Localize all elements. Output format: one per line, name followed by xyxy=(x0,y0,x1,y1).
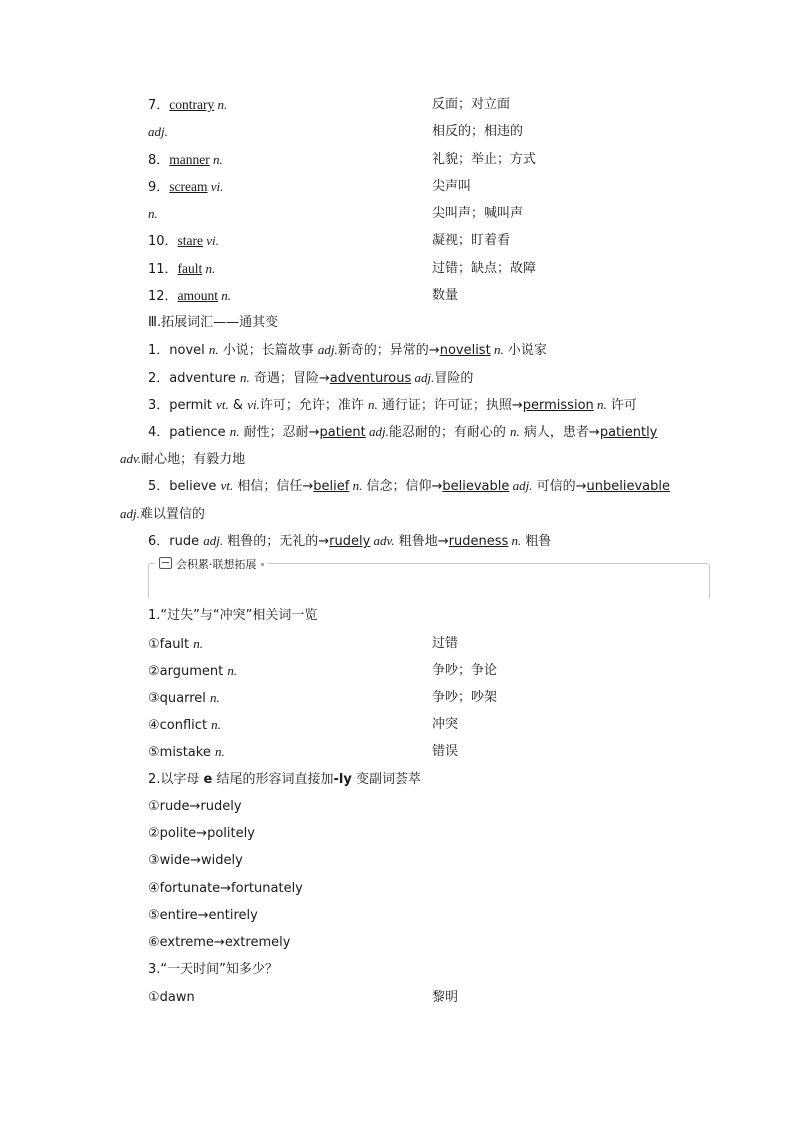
vocab-row-8: 8．manner n. xyxy=(148,152,223,168)
vocab-row-7: 7．contrary n. xyxy=(148,97,228,113)
group1-meaning: 过错 xyxy=(432,636,459,651)
group1-meaning: 争吵；争论 xyxy=(432,663,498,678)
vocab-row-11: 11．fault n. xyxy=(148,261,216,277)
group2-item: ⑤entire→entirely xyxy=(148,908,258,923)
vocab-word: contrary xyxy=(169,97,215,112)
group-title-1: 1.“过失”与“冲突”相关词一览 xyxy=(148,608,318,623)
vocab-row-9-n: n. xyxy=(148,206,158,221)
vocab-row-10: 10．stare vi. xyxy=(148,233,219,249)
group1-item: ③quarrel n. xyxy=(148,690,220,706)
vocab-meaning: 数量 xyxy=(432,288,459,303)
vocab-meaning: 礼貌；举止；方式 xyxy=(432,152,537,167)
section-title: Ⅲ.拓展词汇——通其变 xyxy=(148,315,279,330)
group1-item: ①fault n. xyxy=(148,636,204,652)
vocab-word: fault xyxy=(177,261,203,276)
group2-item: ⑥extreme→extremely xyxy=(148,935,291,950)
vocab-meaning: 反面；对立面 xyxy=(432,97,511,112)
group3-meaning: 黎明 xyxy=(432,990,459,1005)
vocab-meaning: 凝视；盯着看 xyxy=(432,233,511,248)
vocab-row-12: 12．amount n. xyxy=(148,288,232,304)
ext-line-3: 3．permit vt. & vi.许可；允许；准许 n. 通行证；许可证；执照→permission n. 许可 xyxy=(148,397,637,413)
vocab-word: stare xyxy=(177,233,204,248)
group1-meaning: 冲突 xyxy=(432,717,459,732)
group1-item: ⑤mistake n. xyxy=(148,744,225,760)
vocab-word: manner xyxy=(169,152,210,167)
group1-meaning: 争吵；吵架 xyxy=(432,690,498,705)
group2-item: ④fortunate→fortunately xyxy=(148,881,303,896)
notebook-icon xyxy=(159,557,172,569)
box-label: 会积累·联想拓展 xyxy=(155,557,268,572)
vocab-word: amount xyxy=(177,288,219,303)
vocab-meaning: 过错；缺点；故障 xyxy=(432,261,537,276)
group-title-3: 3.“一天时间”知多少？ xyxy=(148,962,278,977)
group1-meaning: 错误 xyxy=(432,744,459,759)
ext-line-6: 6．rude adj. 粗鲁的；无礼的→rudely adv. 粗鲁地→rudeness n. 粗鲁 xyxy=(148,533,552,549)
ext-line-5-cont: adj.难以置信的 xyxy=(120,506,205,522)
vocab-word: scream xyxy=(169,179,208,194)
ext-line-5: 5．believe vt. 相信；信任→belief n. 信念；信仰→believable adj. 可信的→unbelievable xyxy=(148,478,670,494)
vocab-row-9: 9．scream vi. xyxy=(148,179,224,195)
ext-line-1: 1．novel n. 小说；长篇故事 adj.新奇的；异常的→novelist n. 小说家 xyxy=(148,342,547,358)
group2-item: ①rude→rudely xyxy=(148,799,242,814)
vocab-meaning: 尖叫声；喊叫声 xyxy=(432,206,524,221)
group1-item: ②argument n. xyxy=(148,663,238,679)
group1-item: ④conflict n. xyxy=(148,717,221,733)
dot-icon xyxy=(261,563,264,566)
ext-line-4: 4．patience n. 耐性；忍耐→patient adj.能忍耐的；有耐心的 n. 病人，患者→patiently xyxy=(148,424,658,440)
group3-item: ①dawn xyxy=(148,990,195,1005)
ext-line-4-cont: adv.耐心地；有毅力地 xyxy=(120,451,246,467)
ext-line-2: 2．adventure n. 奇遇；冒险→adventurous adj.冒险的 xyxy=(148,370,474,386)
vocab-meaning: 尖声叫 xyxy=(432,179,472,194)
group2-item: ②polite→politely xyxy=(148,826,255,841)
accumulation-box xyxy=(148,558,710,598)
group2-item: ③wide→widely xyxy=(148,853,243,868)
group-title-2: 2.以字母 e 结尾的形容词直接加-ly 变副词荟萃 xyxy=(148,772,421,787)
vocab-row-7-adj: adj. xyxy=(148,124,168,139)
vocab-meaning: 相反的；相违的 xyxy=(432,124,524,139)
